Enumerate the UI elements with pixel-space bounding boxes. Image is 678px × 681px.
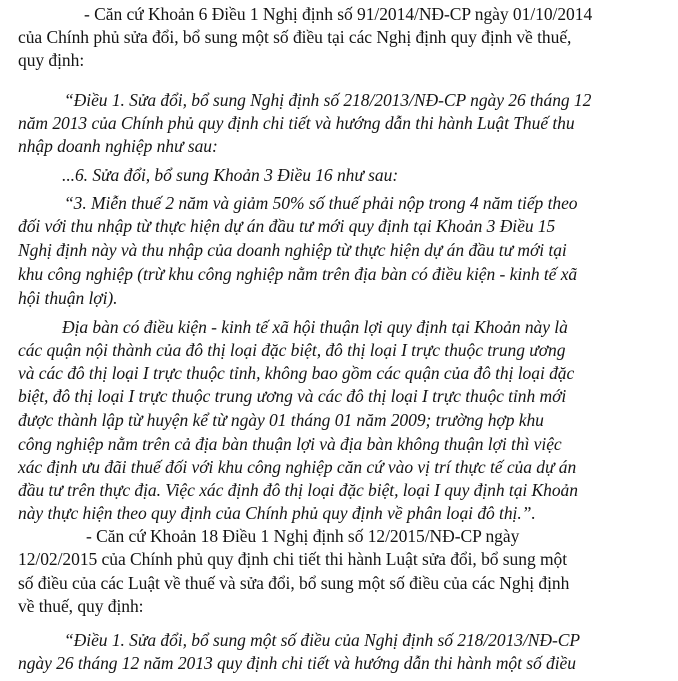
text-line: khu công nghiệp (trừ khu công nghiệp nằm trên địa bàn có điều kiện - kinh tế xã: [18, 264, 578, 284]
text-line: được thành lập từ huyện kể từ ngày 01 tháng 01 năm 2009; trường hợp khu: [18, 410, 544, 430]
text-line: và các đô thị loại I trực thuộc tỉnh, không bao gồm các quận của đô thị loại đặc: [18, 363, 575, 383]
text-line: về thuế, quy định:: [18, 596, 144, 616]
text-line: nhập doanh nghiệp như sau:: [18, 136, 218, 156]
text-line: 12/02/2015 của Chính phủ quy định chi tiết thi hành Luật sửa đổi, bổ sung một: [18, 549, 568, 569]
text-line: ...6. Sửa đổi, bổ sung Khoản 3 Điều 16 như sau:: [62, 165, 399, 185]
text-line: công nghiệp nằm trên cả địa bàn thuận lợi và địa bàn không thuận lợi thì việc: [18, 434, 562, 454]
text-line: đầu tư trên thực địa. Việc xác định đô thị loại đặc biệt, loại I quy định tại Khoản: [18, 480, 578, 500]
text-line: số điều của các Luật về thuế và sửa đổi, bổ sung một số điều của các Nghị định: [18, 573, 570, 593]
text-line: quy định:: [18, 50, 85, 70]
text-line: Địa bàn có điều kiện - kinh tế xã hội thuận lợi quy định tại Khoản này là: [62, 317, 568, 337]
text-line: của Chính phủ sửa đổi, bổ sung một số điều tại các Nghị định quy định về thuế,: [18, 27, 572, 47]
text-line: đối với thu nhập từ thực hiện dự án đầu tư mới quy định tại Khoản 3 Điều 15: [18, 216, 556, 236]
text-line: ngày 26 tháng 12 năm 2013 quy định chi tiết và hướng dẫn thi hành một số điều: [18, 653, 576, 673]
text-line: xác định ưu đãi thuế đối với khu công nghiệp căn cứ vào vị trí thực tế của dự án: [18, 457, 577, 477]
text-line: này thực hiện theo quy định của Chính phủ quy định về phân loại đô thị.”.: [18, 503, 536, 523]
text-line: năm 2013 của Chính phủ quy định chi tiết và hướng dẫn thi hành Luật Thuế thu: [18, 113, 575, 133]
text-line: - Căn cứ Khoản 18 Điều 1 Nghị định số 12/2015/NĐ-CP ngày: [86, 526, 520, 546]
text-line: biệt, đô thị loại I trực thuộc trung ương và các đô thị loại I trực thuộc tỉnh mới: [18, 386, 567, 406]
text-line: Nghị định này và thu nhập của doanh nghiệp từ thực hiện dự án đầu tư mới tại: [18, 240, 567, 260]
text-line: hội thuận lợi).: [18, 288, 118, 308]
text-line: “3. Miễn thuế 2 năm và giảm 50% số thuế phải nộp trong 4 năm tiếp theo: [64, 193, 578, 213]
text-line: các quận nội thành của đô thị loại đặc biệt, đô thị loại I trực thuộc trung ương: [18, 340, 566, 360]
text-line: - Căn cứ Khoản 6 Điều 1 Nghị định số 91/2014/NĐ-CP ngày 01/10/2014: [84, 4, 593, 24]
text-line: “Điều 1. Sửa đổi, bổ sung một số điều của Nghị định số 218/2013/NĐ-CP: [64, 630, 581, 650]
text-line: “Điều 1. Sửa đổi, bổ sung Nghị định số 218/2013/NĐ-CP ngày 26 tháng 12: [64, 90, 592, 110]
